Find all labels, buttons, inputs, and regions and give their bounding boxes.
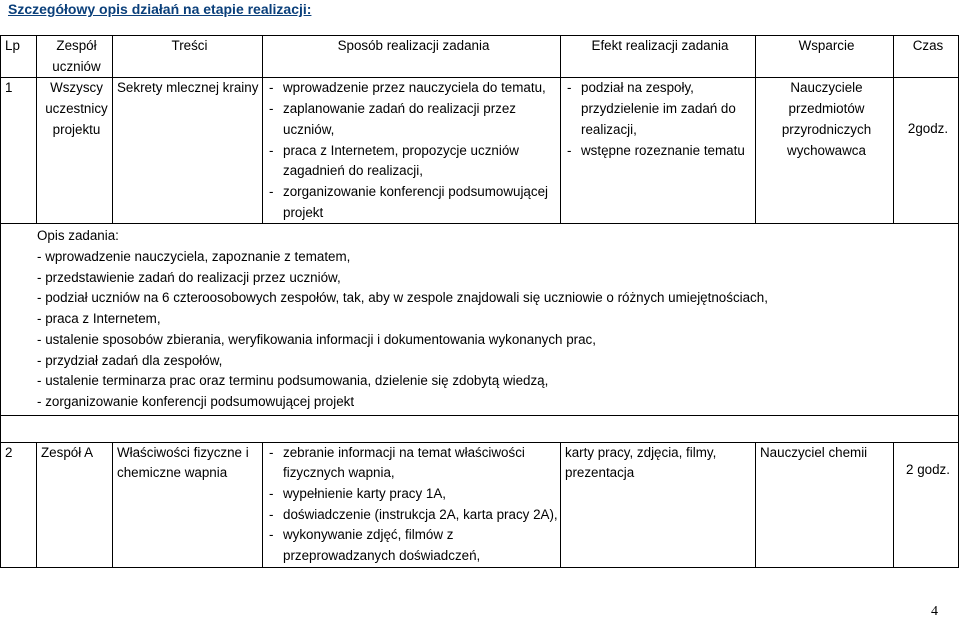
page-heading: Szczegółowy opis działań na etapie realizacji: [8, 1, 312, 17]
description-line: - przydział zadań dla zespołów, [37, 351, 958, 372]
description-title: Opis zadania: [37, 228, 119, 244]
col-header-content: Treści [113, 36, 263, 78]
row-1-time: 2godz. [894, 78, 959, 224]
row-2-support: Nauczyciel chemii [756, 442, 894, 567]
description-line: - ustalenie sposobów zbierania, weryfikowania informacji i dokumentowania wykonanych prac, [37, 330, 958, 351]
description-line: - praca z Internetem, [37, 309, 958, 330]
col-header-method: Sposób realizacji zadania [263, 36, 561, 78]
row-1-method [263, 78, 561, 224]
row-2-lp: 2 [1, 442, 37, 567]
row-1-effect-item: - wstępne rozeznanie tematu [565, 141, 755, 162]
header-row [1, 36, 959, 78]
table-row-1 [1, 78, 959, 224]
table-row-2 [1, 442, 959, 567]
row-1-support: Nauczyciele przedmiotów przyrodniczych wychowawca [756, 78, 894, 224]
row-1-method-item: - zaplanowanie zadań do realizacji przez uczniów, [267, 99, 560, 140]
page-number: 4 [931, 604, 938, 619]
row-1-lp: 1 [1, 78, 37, 224]
row-2-time: 2 godz. [894, 442, 959, 567]
row-2-method-item: - wykonywanie zdjęć, filmów z przeprowadzanych doświadczeń, [267, 525, 560, 566]
row-2-method [263, 442, 561, 567]
row-gap [1, 415, 959, 442]
col-header-support: Wsparcie [756, 36, 894, 78]
row-2-method-item: - doświadczenie (instrukcja 2A, karta pracy 2A), [267, 505, 560, 526]
row-1-effect [561, 78, 756, 224]
activities-table [0, 35, 959, 568]
col-header-time: Czas [894, 36, 959, 78]
row-2-method-item: - wypełnienie karty pracy 1A, [267, 484, 560, 505]
col-header-lp: Lp [1, 36, 37, 78]
description-line: - zorganizowanie konferencji podsumowującej projekt [37, 392, 958, 413]
row-2-effect: karty pracy, zdjęcia, filmy, prezentacja [561, 442, 756, 567]
description-line: - ustalenie terminarza prac oraz terminu podsumowania, dzielenie się zdobytą wiedzą, [37, 371, 958, 392]
row-2-method-item: - zebranie informacji na temat właściwości fizycznych wapnia, [267, 443, 560, 484]
row-2-content: Właściwości fizyczne i chemiczne wapnia [113, 442, 263, 567]
description-line: - podział uczniów na 6 czteroosobowych zespołów, tak, aby w zespole znajdowali się uczniowie o różnych umiejętnościach, [37, 288, 958, 309]
row-1-method-item: - praca z Internetem, propozycje uczniów zagadnień do realizacji, [267, 141, 560, 182]
row-2-team: Zespół A [37, 442, 113, 567]
row-1-team: Wszyscy uczestnicy projektu [37, 78, 113, 224]
description-line: - wprowadzenie nauczyciela, zapoznanie z tematem, [37, 247, 958, 268]
description-line: - przedstawienie zadań do realizacji przez uczniów, [37, 268, 958, 289]
col-header-team: Zespół uczniów [37, 36, 113, 78]
description-row [1, 224, 959, 415]
row-1-effect-item: - podział na zespoły, przydzielenie im zadań do realizacji, [565, 78, 755, 140]
task-description [1, 224, 959, 415]
row-1-method-item: - wprowadzenie przez nauczyciela do tematu, [267, 78, 560, 99]
row-1-method-item: - zorganizowanie konferencji podsumowującej projekt [267, 182, 560, 223]
col-header-effect: Efekt realizacji zadania [561, 36, 756, 78]
row-1-content: Sekrety mlecznej krainy [113, 78, 263, 224]
